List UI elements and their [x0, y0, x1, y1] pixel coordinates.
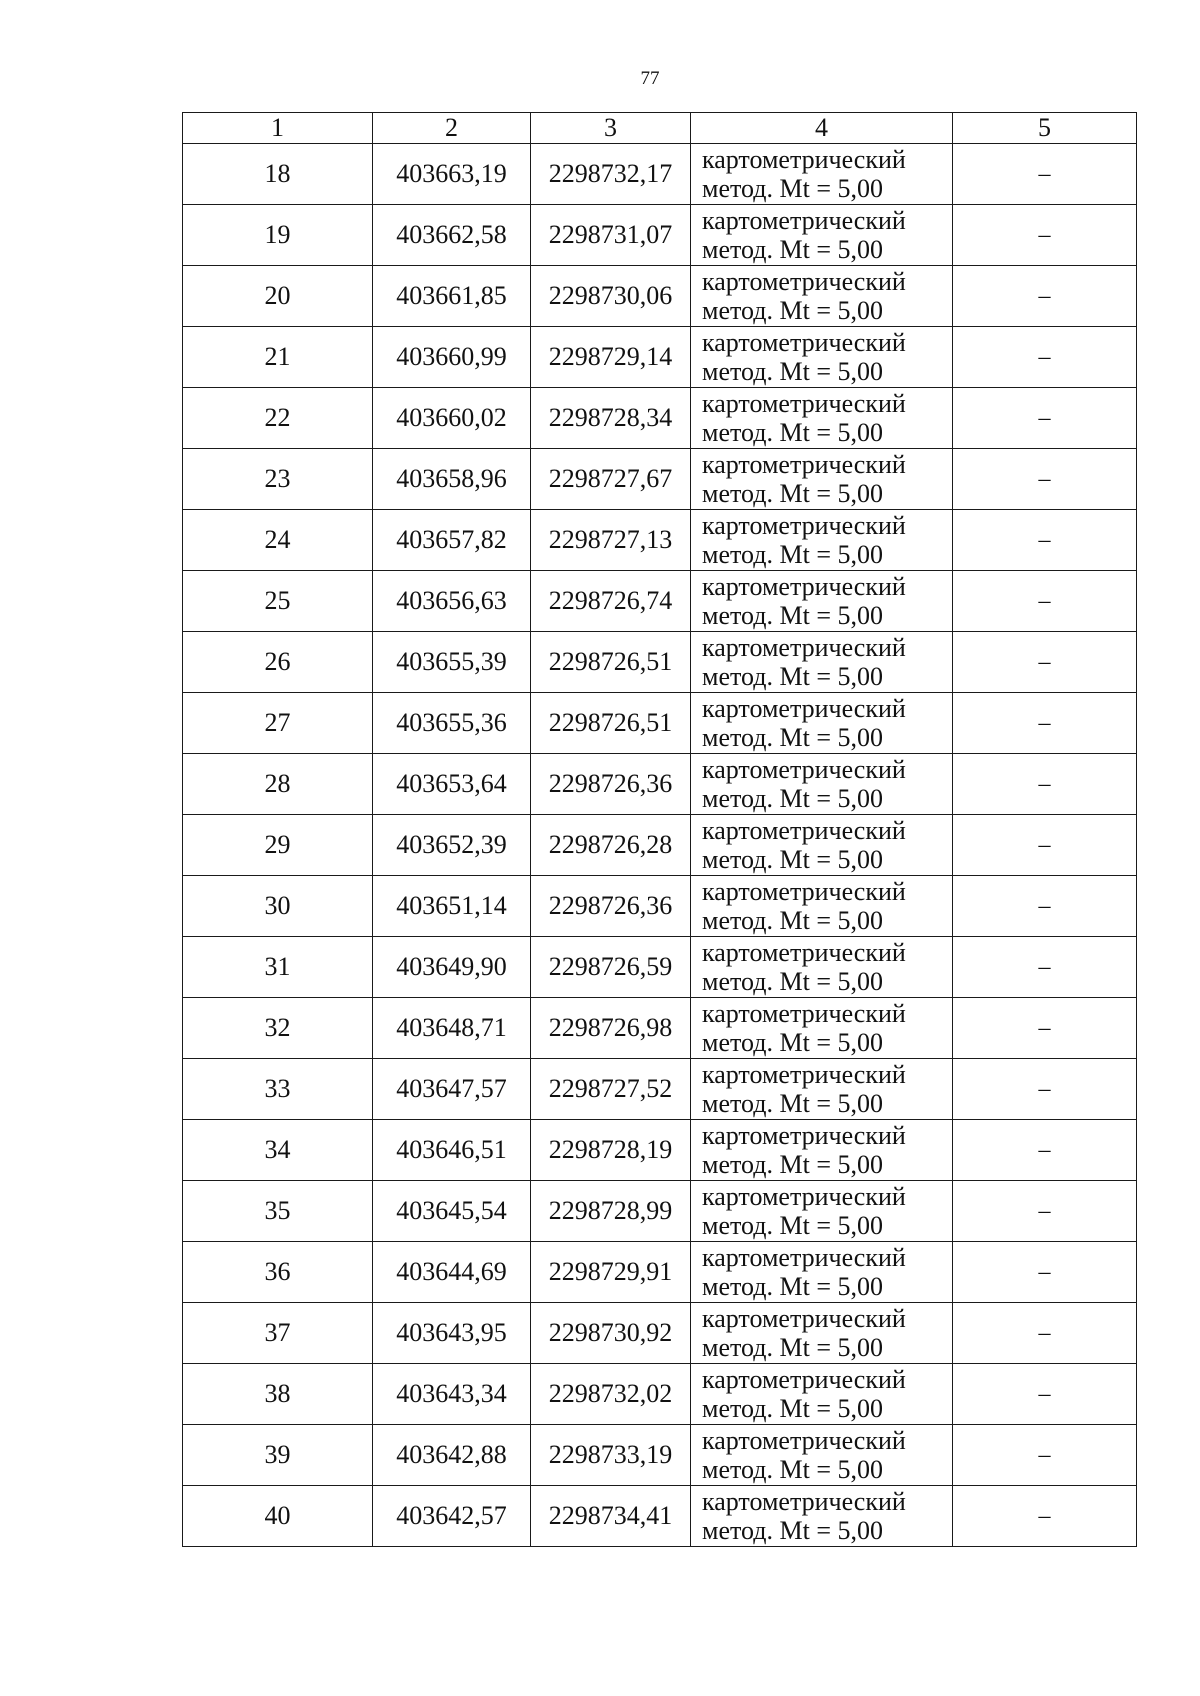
point-number-cell: 29 — [183, 815, 373, 876]
note-cell: – — [953, 1303, 1137, 1364]
table-row — [183, 998, 1137, 1059]
x-coordinate-cell: 403653,64 — [373, 754, 531, 815]
x-coordinate-cell: 403663,19 — [373, 144, 531, 205]
note-cell: – — [953, 571, 1137, 632]
y-coordinate-cell: 2298726,74 — [531, 571, 691, 632]
method-name: картометрический — [702, 999, 906, 1028]
note-cell: – — [953, 449, 1137, 510]
method-cell — [691, 1242, 953, 1303]
point-number-cell: 25 — [183, 571, 373, 632]
method-name: картометрический — [702, 450, 906, 479]
point-number-cell: 24 — [183, 510, 373, 571]
x-coordinate-cell: 403662,58 — [373, 205, 531, 266]
y-coordinate-cell: 2298732,02 — [531, 1364, 691, 1425]
y-coordinate-cell: 2298729,91 — [531, 1242, 691, 1303]
note-cell: – — [953, 1425, 1137, 1486]
method-cell — [691, 693, 953, 754]
table-row — [183, 1303, 1137, 1364]
point-number-cell: 19 — [183, 205, 373, 266]
method-cell — [691, 632, 953, 693]
point-number-cell: 22 — [183, 388, 373, 449]
method-cell — [691, 571, 953, 632]
note-cell: – — [953, 876, 1137, 937]
method-accuracy: метод. Mt = 5,00 — [702, 1333, 883, 1362]
x-coordinate-cell: 403658,96 — [373, 449, 531, 510]
method-accuracy: метод. Mt = 5,00 — [702, 906, 883, 935]
method-accuracy: метод. Mt = 5,00 — [702, 1394, 883, 1423]
method-accuracy: метод. Mt = 5,00 — [702, 967, 883, 996]
method-name: картометрический — [702, 755, 906, 784]
method-accuracy: метод. Mt = 5,00 — [702, 1455, 883, 1484]
y-coordinate-cell: 2298727,52 — [531, 1059, 691, 1120]
x-coordinate-cell: 403642,88 — [373, 1425, 531, 1486]
table-row — [183, 1242, 1137, 1303]
method-name: картометрический — [702, 1426, 906, 1455]
x-coordinate-cell: 403655,39 — [373, 632, 531, 693]
x-coordinate-cell: 403645,54 — [373, 1181, 531, 1242]
table-row — [183, 876, 1137, 937]
method-cell — [691, 510, 953, 571]
table-row — [183, 1120, 1137, 1181]
method-name: картометрический — [702, 1243, 906, 1272]
method-accuracy: метод. Mt = 5,00 — [702, 1089, 883, 1118]
column-header: 5 — [953, 113, 1137, 144]
method-accuracy: метод. Mt = 5,00 — [702, 1211, 883, 1240]
column-header: 2 — [373, 113, 531, 144]
point-number-cell: 21 — [183, 327, 373, 388]
method-cell — [691, 815, 953, 876]
table-row — [183, 449, 1137, 510]
note-cell: – — [953, 693, 1137, 754]
method-cell — [691, 998, 953, 1059]
method-name: картометрический — [702, 328, 906, 357]
method-name: картометрический — [702, 511, 906, 540]
method-accuracy: метод. Mt = 5,00 — [702, 479, 883, 508]
method-accuracy: метод. Mt = 5,00 — [702, 662, 883, 691]
x-coordinate-cell: 403656,63 — [373, 571, 531, 632]
y-coordinate-cell: 2298730,06 — [531, 266, 691, 327]
method-cell — [691, 449, 953, 510]
table-row — [183, 266, 1137, 327]
table-row — [183, 1364, 1137, 1425]
y-coordinate-cell: 2298726,51 — [531, 632, 691, 693]
method-name: картометрический — [702, 816, 906, 845]
note-cell: – — [953, 937, 1137, 998]
method-accuracy: метод. Mt = 5,00 — [702, 540, 883, 569]
point-number-cell: 26 — [183, 632, 373, 693]
x-coordinate-cell: 403647,57 — [373, 1059, 531, 1120]
x-coordinate-cell: 403652,39 — [373, 815, 531, 876]
method-cell — [691, 1059, 953, 1120]
method-accuracy: метод. Mt = 5,00 — [702, 1272, 883, 1301]
method-cell — [691, 876, 953, 937]
note-cell: – — [953, 388, 1137, 449]
point-number-cell: 28 — [183, 754, 373, 815]
method-cell — [691, 1425, 953, 1486]
y-coordinate-cell: 2298728,99 — [531, 1181, 691, 1242]
point-number-cell: 40 — [183, 1486, 373, 1547]
y-coordinate-cell: 2298730,92 — [531, 1303, 691, 1364]
table-row — [183, 1486, 1137, 1547]
y-coordinate-cell: 2298727,67 — [531, 449, 691, 510]
x-coordinate-cell: 403644,69 — [373, 1242, 531, 1303]
method-name: картометрический — [702, 389, 906, 418]
method-name: картометрический — [702, 938, 906, 967]
y-coordinate-cell: 2298734,41 — [531, 1486, 691, 1547]
y-coordinate-cell: 2298732,17 — [531, 144, 691, 205]
y-coordinate-cell: 2298728,34 — [531, 388, 691, 449]
note-cell: – — [953, 632, 1137, 693]
method-name: картометрический — [702, 1365, 906, 1394]
note-cell: – — [953, 998, 1137, 1059]
method-name: картометрический — [702, 572, 906, 601]
method-name: картометрический — [702, 1487, 906, 1516]
method-accuracy: метод. Mt = 5,00 — [702, 357, 883, 386]
point-number-cell: 20 — [183, 266, 373, 327]
method-accuracy: метод. Mt = 5,00 — [702, 1028, 883, 1057]
point-number-cell: 35 — [183, 1181, 373, 1242]
method-accuracy: метод. Mt = 5,00 — [702, 174, 883, 203]
method-cell — [691, 205, 953, 266]
point-number-cell: 30 — [183, 876, 373, 937]
note-cell: – — [953, 1486, 1137, 1547]
table-row — [183, 693, 1137, 754]
point-number-cell: 27 — [183, 693, 373, 754]
x-coordinate-cell: 403648,71 — [373, 998, 531, 1059]
method-name: картометрический — [702, 694, 906, 723]
method-cell — [691, 327, 953, 388]
x-coordinate-cell: 403651,14 — [373, 876, 531, 937]
method-accuracy: метод. Mt = 5,00 — [702, 784, 883, 813]
table-row — [183, 632, 1137, 693]
method-name: картометрический — [702, 1060, 906, 1089]
note-cell: – — [953, 1120, 1137, 1181]
y-coordinate-cell: 2298733,19 — [531, 1425, 691, 1486]
x-coordinate-cell: 403660,99 — [373, 327, 531, 388]
method-accuracy: метод. Mt = 5,00 — [702, 723, 883, 752]
table-row — [183, 388, 1137, 449]
column-header: 1 — [183, 113, 373, 144]
method-cell — [691, 1364, 953, 1425]
note-cell: – — [953, 1059, 1137, 1120]
coordinates-table — [182, 112, 1137, 1547]
x-coordinate-cell: 403657,82 — [373, 510, 531, 571]
note-cell: – — [953, 205, 1137, 266]
table-header-row — [183, 113, 1137, 144]
x-coordinate-cell: 403661,85 — [373, 266, 531, 327]
y-coordinate-cell: 2298728,19 — [531, 1120, 691, 1181]
method-accuracy: метод. Mt = 5,00 — [702, 845, 883, 874]
method-accuracy: метод. Mt = 5,00 — [702, 601, 883, 630]
method-name: картометрический — [702, 1121, 906, 1150]
note-cell: – — [953, 815, 1137, 876]
table-row — [183, 510, 1137, 571]
method-name: картометрический — [702, 1182, 906, 1211]
table-row — [183, 1059, 1137, 1120]
note-cell: – — [953, 754, 1137, 815]
x-coordinate-cell: 403642,57 — [373, 1486, 531, 1547]
method-accuracy: метод. Mt = 5,00 — [702, 296, 883, 325]
method-name: картометрический — [702, 206, 906, 235]
method-name: картометрический — [702, 633, 906, 662]
note-cell: – — [953, 144, 1137, 205]
y-coordinate-cell: 2298726,59 — [531, 937, 691, 998]
method-cell — [691, 1181, 953, 1242]
y-coordinate-cell: 2298729,14 — [531, 327, 691, 388]
column-header: 4 — [691, 113, 953, 144]
method-cell — [691, 937, 953, 998]
x-coordinate-cell: 403643,34 — [373, 1364, 531, 1425]
point-number-cell: 36 — [183, 1242, 373, 1303]
y-coordinate-cell: 2298731,07 — [531, 205, 691, 266]
table-body — [183, 144, 1137, 1547]
method-cell — [691, 388, 953, 449]
column-header: 3 — [531, 113, 691, 144]
table-row — [183, 144, 1137, 205]
method-cell — [691, 144, 953, 205]
method-name: картометрический — [702, 1304, 906, 1333]
table-row — [183, 754, 1137, 815]
y-coordinate-cell: 2298726,51 — [531, 693, 691, 754]
x-coordinate-cell: 403643,95 — [373, 1303, 531, 1364]
note-cell: – — [953, 1364, 1137, 1425]
table-row — [183, 1181, 1137, 1242]
y-coordinate-cell: 2298726,36 — [531, 876, 691, 937]
method-cell — [691, 266, 953, 327]
y-coordinate-cell: 2298726,36 — [531, 754, 691, 815]
note-cell: – — [953, 1242, 1137, 1303]
method-cell — [691, 1120, 953, 1181]
point-number-cell: 31 — [183, 937, 373, 998]
point-number-cell: 32 — [183, 998, 373, 1059]
page-number: 77 — [640, 68, 660, 89]
table-row — [183, 815, 1137, 876]
y-coordinate-cell: 2298727,13 — [531, 510, 691, 571]
x-coordinate-cell: 403646,51 — [373, 1120, 531, 1181]
note-cell: – — [953, 1181, 1137, 1242]
note-cell: – — [953, 266, 1137, 327]
method-name: картометрический — [702, 877, 906, 906]
table-row — [183, 937, 1137, 998]
point-number-cell: 34 — [183, 1120, 373, 1181]
x-coordinate-cell: 403649,90 — [373, 937, 531, 998]
y-coordinate-cell: 2298726,28 — [531, 815, 691, 876]
point-number-cell: 18 — [183, 144, 373, 205]
note-cell: – — [953, 327, 1137, 388]
method-accuracy: метод. Mt = 5,00 — [702, 1516, 883, 1545]
method-accuracy: метод. Mt = 5,00 — [702, 235, 883, 264]
point-number-cell: 38 — [183, 1364, 373, 1425]
method-accuracy: метод. Mt = 5,00 — [702, 1150, 883, 1179]
point-number-cell: 37 — [183, 1303, 373, 1364]
table-row — [183, 1425, 1137, 1486]
method-cell — [691, 1303, 953, 1364]
point-number-cell: 23 — [183, 449, 373, 510]
table-row — [183, 571, 1137, 632]
note-cell: – — [953, 510, 1137, 571]
table-row — [183, 205, 1137, 266]
x-coordinate-cell: 403660,02 — [373, 388, 531, 449]
table-row — [183, 327, 1137, 388]
method-name: картометрический — [702, 145, 906, 174]
method-cell — [691, 1486, 953, 1547]
method-name: картометрический — [702, 267, 906, 296]
point-number-cell: 33 — [183, 1059, 373, 1120]
point-number-cell: 39 — [183, 1425, 373, 1486]
method-cell — [691, 754, 953, 815]
y-coordinate-cell: 2298726,98 — [531, 998, 691, 1059]
x-coordinate-cell: 403655,36 — [373, 693, 531, 754]
method-accuracy: метод. Mt = 5,00 — [702, 418, 883, 447]
